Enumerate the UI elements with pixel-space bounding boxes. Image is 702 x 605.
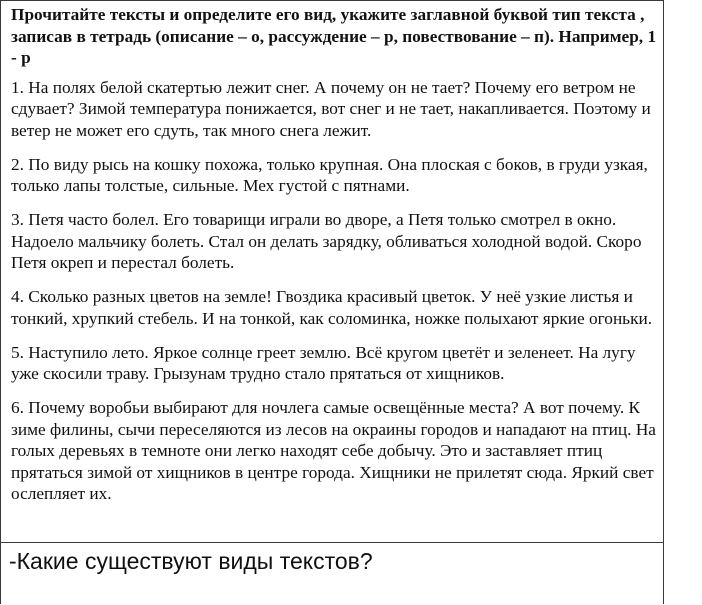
text-item-2: 2. По виду рысь на кошку похожа, только крупная. Она плоская с боков, в груди узкая, только лапы толстые, сильные. Мех густой с пятнами. xyxy=(11,154,648,195)
question-text: -Какие существуют виды текстов? xyxy=(9,548,373,574)
text-item-5: 5. Наступило лето. Яркое солнце греет землю. Всё кругом цветёт и зеленеет. На лугу уже скосили траву. Грызунам трудно стало прятаться от хищников. xyxy=(11,342,636,383)
text-item-6: 6. Почему воробьи выбирают для ночлега самые освещённые места? А вот почему. К зиме филины, сычи переселяются из лесов на окраины городов и нападают на птиц. На голых деревьях в темноте они легко находят себе добычу. Это и заставляет птиц прятаться зимой от хищников в центре города. Хищники не прилетят сюда. Яркий свет ослепляет их. xyxy=(11,398,656,503)
text-item-1: 1. На полях белой скатертью лежит снег. А почему он не тает? Почему его ветром не сдувает? Зимой температура понижается, вот снег и не тает, накапливается. Поэтому и ветер не может его сдуть, так много снега лежит. xyxy=(11,77,651,140)
text-item-3: 3. Петя часто болел. Его товарищи играли во дворе, а Петя только смотрел в окно. Надоело мальчику болеть. Стал он делать зарядку, обливаться холодной водой. Скоро Петя окреп и перестал болеть. xyxy=(11,210,642,272)
task-instruction: Прочитайте тексты и определите его вид, укажите заглавной буквой тип текста , записав в тетрадь (описание – о, рассуждение – р, повествование – п). Например, 1 - р xyxy=(11,5,657,67)
task-box xyxy=(1,1,663,543)
text-item-4: 4. Сколько разных цветов на земле! Гвоздика красивый цветок. У неё узкие листья и тонкий, хрупкий стебель. И на тонкой, как соломинка, ножке полыхают яркие огоньки. xyxy=(11,287,653,328)
question-box xyxy=(1,543,663,605)
